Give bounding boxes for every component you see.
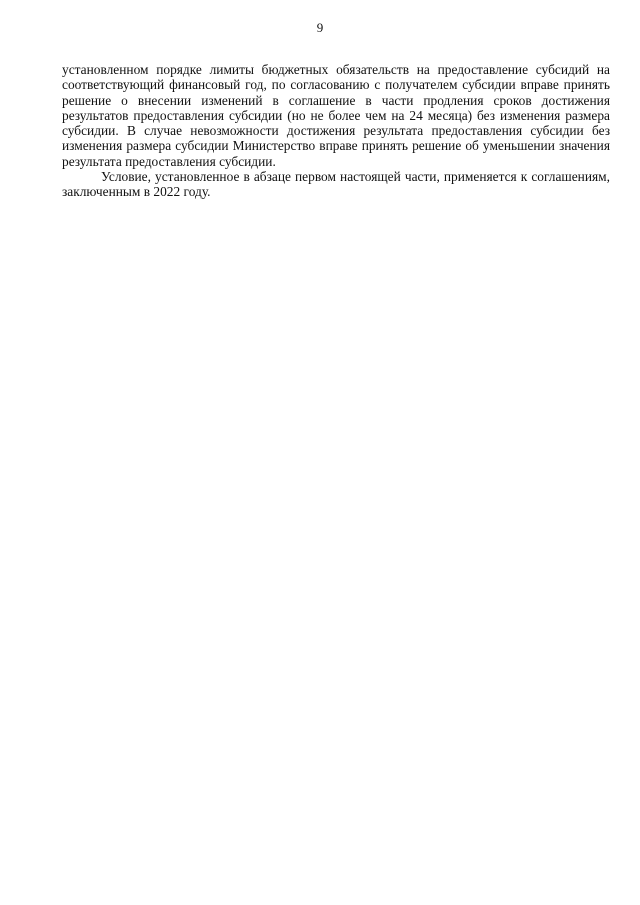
body-text: [62, 62, 610, 200]
page-number: 9: [316, 20, 324, 35]
paragraph-condition: Условие, установленное в абзаце первом настоящей части, применяется к соглашениям, заключенным в 2022 году.: [62, 169, 610, 200]
paragraph-continuation: установленном порядке лимиты бюджетных обязательств на предоставление субсидий на соответствующий финансовый год, по согласованию с получателем субсидии вправе принять решение о внесении изменений в соглашение в части продления сроков достижения результатов предоставления субсидии (но не более чем на 24 месяца) без изменения размера субсидии. В случае невозможности достижения результата предоставления субсидии без изменения размера субсидии Министерство вправе принять решение об уменьшении значения результата предоставления субсидии.: [62, 62, 610, 169]
